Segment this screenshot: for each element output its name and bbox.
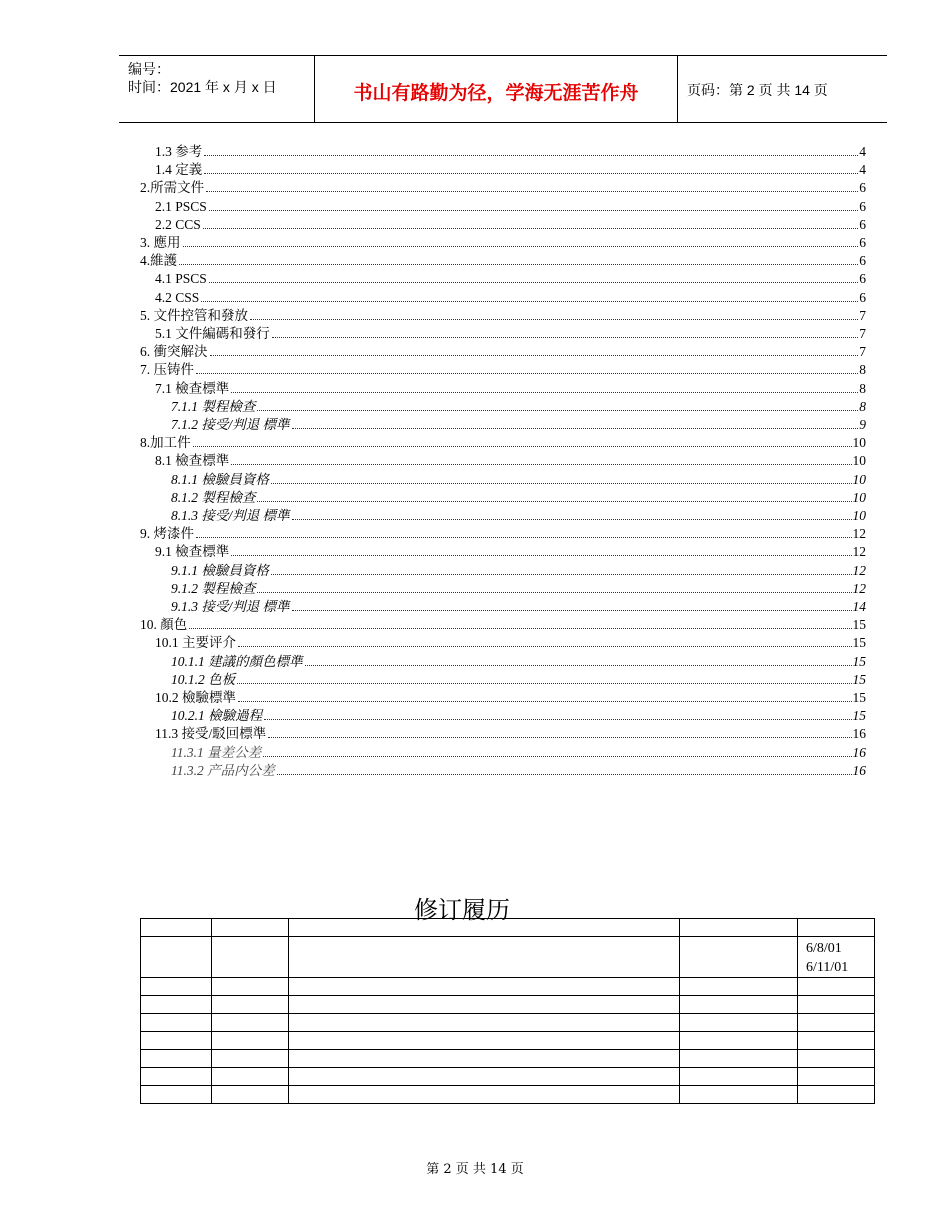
document-time-label: 时间：2021 年 x 月 x 日 xyxy=(128,79,277,95)
toc-entry-page: 15 xyxy=(852,708,866,724)
toc-entry[interactable] xyxy=(171,398,866,416)
toc-dot-leader xyxy=(257,398,858,411)
toc-entry-page: 8 xyxy=(859,380,866,396)
toc-entry-title: 11.3 接受/駁回標準 xyxy=(155,726,267,742)
toc-entry[interactable] xyxy=(155,725,866,743)
toc-entry[interactable] xyxy=(155,198,866,216)
toc-entry-page: 10 xyxy=(852,508,866,523)
toc-dot-leader xyxy=(231,380,858,393)
toc-entry-title: 7.1 檢查標準 xyxy=(155,380,230,396)
table-row xyxy=(141,1050,875,1068)
toc-dot-leader xyxy=(193,434,852,447)
toc-entry-page: 9 xyxy=(859,417,866,432)
toc-entry-title: 9.1 檢查標準 xyxy=(155,544,230,560)
toc-dot-leader xyxy=(189,616,851,629)
toc-entry-page: 16 xyxy=(852,762,866,778)
toc-entry-title: 10.1.2 色板 xyxy=(171,671,236,687)
toc-dot-leader xyxy=(250,307,858,320)
toc-dot-leader xyxy=(292,507,852,520)
toc-entry-title: 9. 烤漆件 xyxy=(140,526,194,542)
table-row xyxy=(141,1086,875,1104)
header-motto-cell xyxy=(315,56,678,122)
toc-entry-page: 15 xyxy=(852,653,866,669)
toc-entry-page: 6 xyxy=(859,198,866,214)
toc-entry-title: 11.3.1 量差公差 xyxy=(171,744,262,760)
toc-entry-page: 10 xyxy=(852,489,866,505)
toc-entry-page: 12 xyxy=(852,580,866,596)
table-row xyxy=(141,1068,875,1086)
toc-entry-title: 8.1.1 檢驗員資格 xyxy=(171,471,269,487)
toc-entry-title: 5. 文件控管和發放 xyxy=(140,307,248,323)
toc-entry-page: 10 xyxy=(852,453,866,469)
table-row xyxy=(141,978,875,996)
toc-entry[interactable] xyxy=(140,179,866,197)
toc-entry[interactable] xyxy=(171,707,866,725)
toc-entry-title: 7.1.1 製程檢查 xyxy=(171,398,256,414)
toc-entry-page: 14 xyxy=(852,599,866,614)
toc-entry-page: 10 xyxy=(852,435,866,451)
toc-entry-page: 8 xyxy=(859,362,866,378)
toc-entry-title: 10.2 檢驗標準 xyxy=(155,690,236,705)
toc-entry-title: 2.所需文件 xyxy=(140,180,205,196)
header-page-cell xyxy=(678,56,887,122)
toc-entry-page: 12 xyxy=(852,526,866,542)
toc-entry-page: 15 xyxy=(852,635,866,651)
toc-entry[interactable] xyxy=(171,489,866,507)
toc-entry-page: 6 xyxy=(859,253,866,269)
toc-entry-page: 6 xyxy=(859,216,866,232)
toc-entry-title: 7. 压铸件 xyxy=(140,362,194,378)
toc-entry[interactable] xyxy=(140,234,866,252)
toc-entry[interactable] xyxy=(171,562,866,580)
toc-entry-title: 9.1.1 檢驗員資格 xyxy=(171,562,269,578)
toc-dot-leader xyxy=(206,179,858,192)
toc-entry[interactable] xyxy=(155,452,866,470)
toc-dot-leader xyxy=(268,725,851,738)
toc-dot-leader xyxy=(231,543,851,556)
toc-dot-leader xyxy=(209,270,858,283)
toc-dot-leader xyxy=(209,198,858,211)
toc-entry-page: 6 xyxy=(859,289,866,305)
toc-entry[interactable] xyxy=(171,671,866,689)
toc-entry[interactable] xyxy=(171,744,866,762)
toc-entry-title: 9.1.3 接受/判退 標準 xyxy=(171,599,290,614)
toc-entry-page: 6 xyxy=(859,180,866,196)
toc-dot-leader xyxy=(204,161,858,174)
toc-entry[interactable] xyxy=(155,270,866,288)
toc-entry-title: 2.2 CCS xyxy=(155,216,201,232)
toc-entry-page: 7 xyxy=(859,344,866,360)
toc-entry[interactable] xyxy=(171,471,866,489)
toc-entry-title: 3. 應用 xyxy=(140,235,181,250)
revision-history-table xyxy=(140,918,875,1104)
toc-dot-leader xyxy=(277,762,852,775)
toc-entry[interactable] xyxy=(171,580,866,598)
toc-entry[interactable] xyxy=(155,689,866,707)
toc-entry[interactable] xyxy=(171,507,866,525)
table-row xyxy=(141,937,875,978)
toc-entry-title: 2.1 PSCS xyxy=(155,198,207,214)
revision-history-title: 修订履历 xyxy=(414,896,510,924)
toc-dot-leader xyxy=(231,452,851,465)
table-row xyxy=(141,1014,875,1032)
toc-entry-title: 4.2 CSS xyxy=(155,289,200,305)
toc-entry-title: 8.加工件 xyxy=(140,435,191,451)
revision-dates-cell xyxy=(798,937,875,978)
toc-entry[interactable] xyxy=(140,616,866,634)
toc-dot-leader xyxy=(271,562,852,575)
toc-entry[interactable] xyxy=(171,762,866,780)
toc-entry-title: 6. 衝突解決 xyxy=(140,344,208,360)
toc-entry[interactable] xyxy=(155,634,866,652)
toc-entry[interactable] xyxy=(140,252,866,270)
toc-entry[interactable] xyxy=(155,543,866,561)
toc-entry[interactable] xyxy=(155,380,866,398)
toc-dot-leader xyxy=(204,143,858,156)
toc-dot-leader xyxy=(272,325,859,338)
toc-entry-page: 7 xyxy=(859,307,866,323)
toc-entry-title: 8.1.3 接受/判退 標準 xyxy=(171,508,290,523)
toc-entry-page: 15 xyxy=(852,671,866,687)
toc-dot-leader xyxy=(201,289,858,302)
toc-entry[interactable] xyxy=(140,525,866,543)
header-page-number: 页码：第 2 页 共 14 页 xyxy=(687,82,828,98)
toc-entry-title: 10.1 主要评介 xyxy=(155,635,236,651)
toc-dot-leader xyxy=(264,707,851,720)
toc-dot-leader xyxy=(210,343,859,356)
toc-entry-title: 1.4 定義 xyxy=(155,162,203,178)
toc-entry-page: 15 xyxy=(852,617,866,633)
page-header xyxy=(119,55,887,123)
toc-entry[interactable] xyxy=(171,653,866,671)
toc-entry-title: 8.1 檢查標準 xyxy=(155,453,230,469)
toc-entry-title: 10. 顏色 xyxy=(140,617,188,633)
toc-dot-leader xyxy=(179,252,858,265)
toc-entry[interactable] xyxy=(155,325,866,343)
document-number-label: 编号： xyxy=(128,61,170,77)
toc-dot-leader xyxy=(238,634,852,647)
toc-entry-page: 4 xyxy=(859,162,866,178)
toc-entry-title: 10.1.1 建議的顏色標準 xyxy=(171,653,303,669)
toc-entry[interactable] xyxy=(155,216,866,234)
toc-entry-page: 12 xyxy=(852,544,866,560)
toc-dot-leader xyxy=(257,489,851,502)
table-row xyxy=(141,919,875,937)
toc-dot-leader xyxy=(263,744,851,757)
toc-entry-title: 4.維護 xyxy=(140,253,178,269)
toc-dot-leader xyxy=(237,671,851,684)
toc-entry-page: 8 xyxy=(859,398,866,414)
toc-dot-leader xyxy=(292,598,852,611)
toc-entry[interactable] xyxy=(140,307,866,325)
toc-entry[interactable] xyxy=(171,416,866,434)
toc-dot-leader xyxy=(196,525,852,538)
toc-dot-leader xyxy=(203,216,858,229)
toc-entry-page: 16 xyxy=(852,726,866,742)
table-row xyxy=(141,996,875,1014)
page-footer: 第 2 页 共 14 页 xyxy=(426,1162,524,1177)
toc-dot-leader xyxy=(183,234,859,247)
toc-dot-leader xyxy=(271,471,852,484)
toc-entry-page: 12 xyxy=(852,562,866,578)
toc-entry-page: 4 xyxy=(859,144,866,159)
toc-dot-leader xyxy=(305,653,852,666)
toc-entry-title: 9.1.2 製程檢查 xyxy=(171,580,256,596)
header-info-cell xyxy=(119,56,315,122)
toc-dot-leader xyxy=(238,689,852,702)
table-row xyxy=(141,1032,875,1050)
revision-date: 6/8/01 xyxy=(806,941,842,956)
toc-entry[interactable] xyxy=(171,598,866,616)
toc-entry-title: 7.1.2 接受/判退 標準 xyxy=(171,417,290,432)
revision-date: 6/11/01 xyxy=(806,960,849,975)
toc-entry-page: 16 xyxy=(852,744,866,760)
toc-entry-title: 8.1.2 製程檢查 xyxy=(171,489,256,505)
toc-entry-title: 10.2.1 檢驗過程 xyxy=(171,708,263,724)
toc-entry-page: 10 xyxy=(852,471,866,487)
toc-entry-title: 4.1 PSCS xyxy=(155,271,207,287)
toc-entry-title: 1.3 参考 xyxy=(155,144,203,159)
toc-entry-title: 11.3.2 产品内公差 xyxy=(171,762,275,778)
toc-dot-leader xyxy=(196,361,858,374)
toc-dot-leader xyxy=(292,416,859,429)
toc-entry[interactable] xyxy=(155,143,866,161)
toc-entry-page: 7 xyxy=(859,326,866,341)
toc-entry[interactable] xyxy=(140,343,866,361)
toc-dot-leader xyxy=(257,580,851,593)
toc-entry[interactable] xyxy=(140,361,866,379)
toc-entry[interactable] xyxy=(140,434,866,452)
toc-entry-page: 6 xyxy=(859,271,866,287)
toc-entry[interactable] xyxy=(155,161,866,179)
toc-entry-page: 15 xyxy=(852,690,866,705)
toc-entry[interactable] xyxy=(155,289,866,307)
toc-entry-page: 6 xyxy=(859,235,866,250)
toc-entry-title: 5.1 文件編碼和發行 xyxy=(155,326,270,341)
header-motto: 书山有路勤为径，学海无涯苦作舟 xyxy=(353,82,639,104)
